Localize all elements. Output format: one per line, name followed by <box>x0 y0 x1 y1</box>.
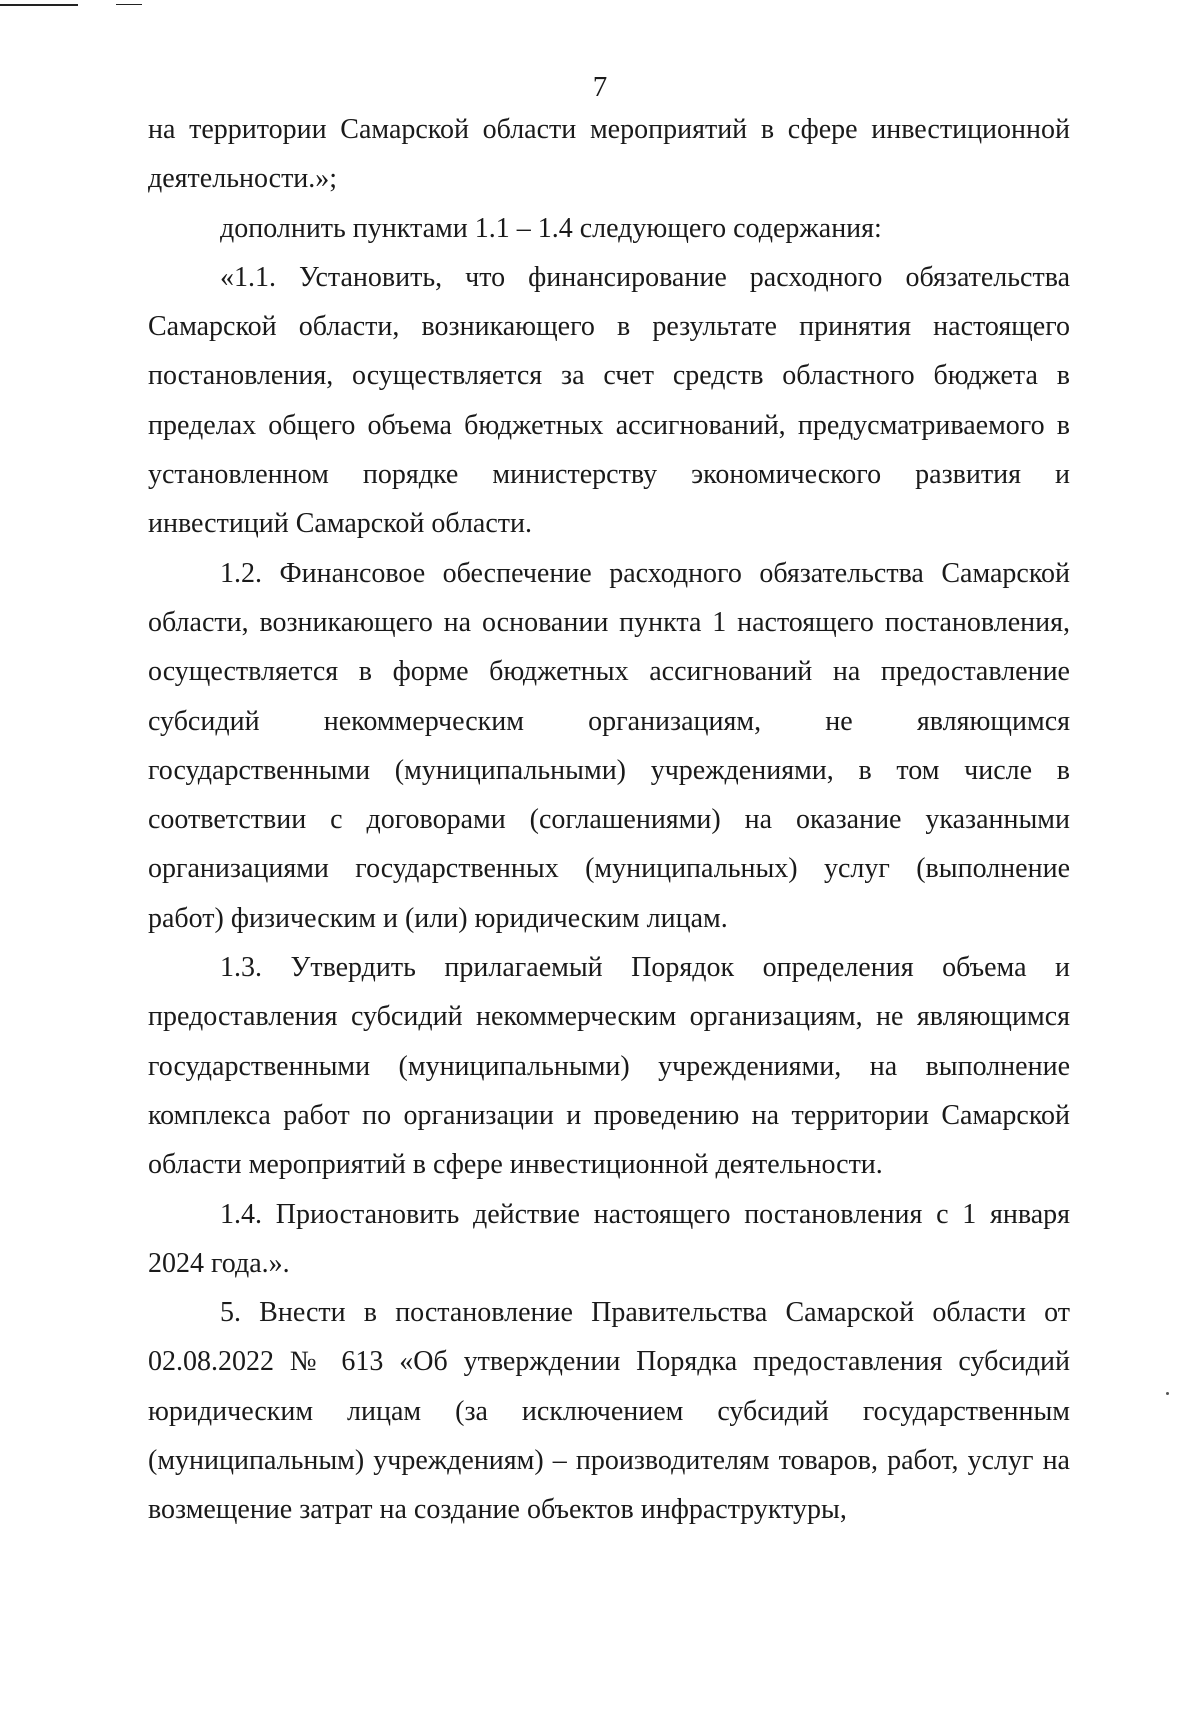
paragraph: 1.3. Утвердить прилагаемый Порядок определения объема и предоставления субсидий некоммерческим организациям, не являющимся государственными (муниципальными) учреждениями, на выполнение комплекса работ по организации и проведению на территории Самарской области мероприятий в сфере инвестиционной деятельности. <box>148 952 1070 1181</box>
scan-artifact-line <box>0 4 78 6</box>
paragraph: 1.2. Финансовое обеспечение расходного обязательства Самарской области, возникающего на основании пункта 1 настоящего постановления, осуществляется в форме бюджетных ассигнований на предоставление субсидий некоммерческим организациям, не являющимся государственными (муниципальными) учреждениями, в том числе в соответствии с договорами (соглашениями) на оказание указанными организациями государственных (муниципальных) услуг (выполнение работ) физическим и (или) юридическим лицам. <box>148 557 1070 934</box>
paragraph: «1.1. Установить, что финансирование расходного обязательства Самарской области, возникающего в результате принятия настоящего постановления, осуществляется за счет средств областного бюджета в пределах общего объема бюджетных ассигнований, предусматриваемого в установленном порядке министерству экономического развития и инвестиций Самарской области. <box>148 261 1070 540</box>
page-number: 7 <box>592 71 608 103</box>
document-body <box>148 105 1070 1535</box>
paragraph: 1.4. Приостановить действие настоящего постановления с 1 января 2024 года.». <box>148 1198 1070 1279</box>
paragraph: 5. Внести в постановление Правительства Самарской области от 02.08.2022 № 613 «Об утверждении Порядка предоставления субсидий юридическим лицам (за исключением субсидий государственным (муниципальным) учреждениям) – производителям товаров, работ, услуг на возмещение затрат на создание объектов инфраструктуры, <box>148 1297 1070 1526</box>
scan-artifact-line <box>116 4 142 5</box>
paragraph: дополнить пунктами 1.1 – 1.4 следующего содержания: <box>220 212 882 244</box>
paragraph: на территории Самарской области мероприятий в сфере инвестиционной деятельности.»; <box>148 114 1070 195</box>
scan-speck <box>1166 1392 1169 1395</box>
